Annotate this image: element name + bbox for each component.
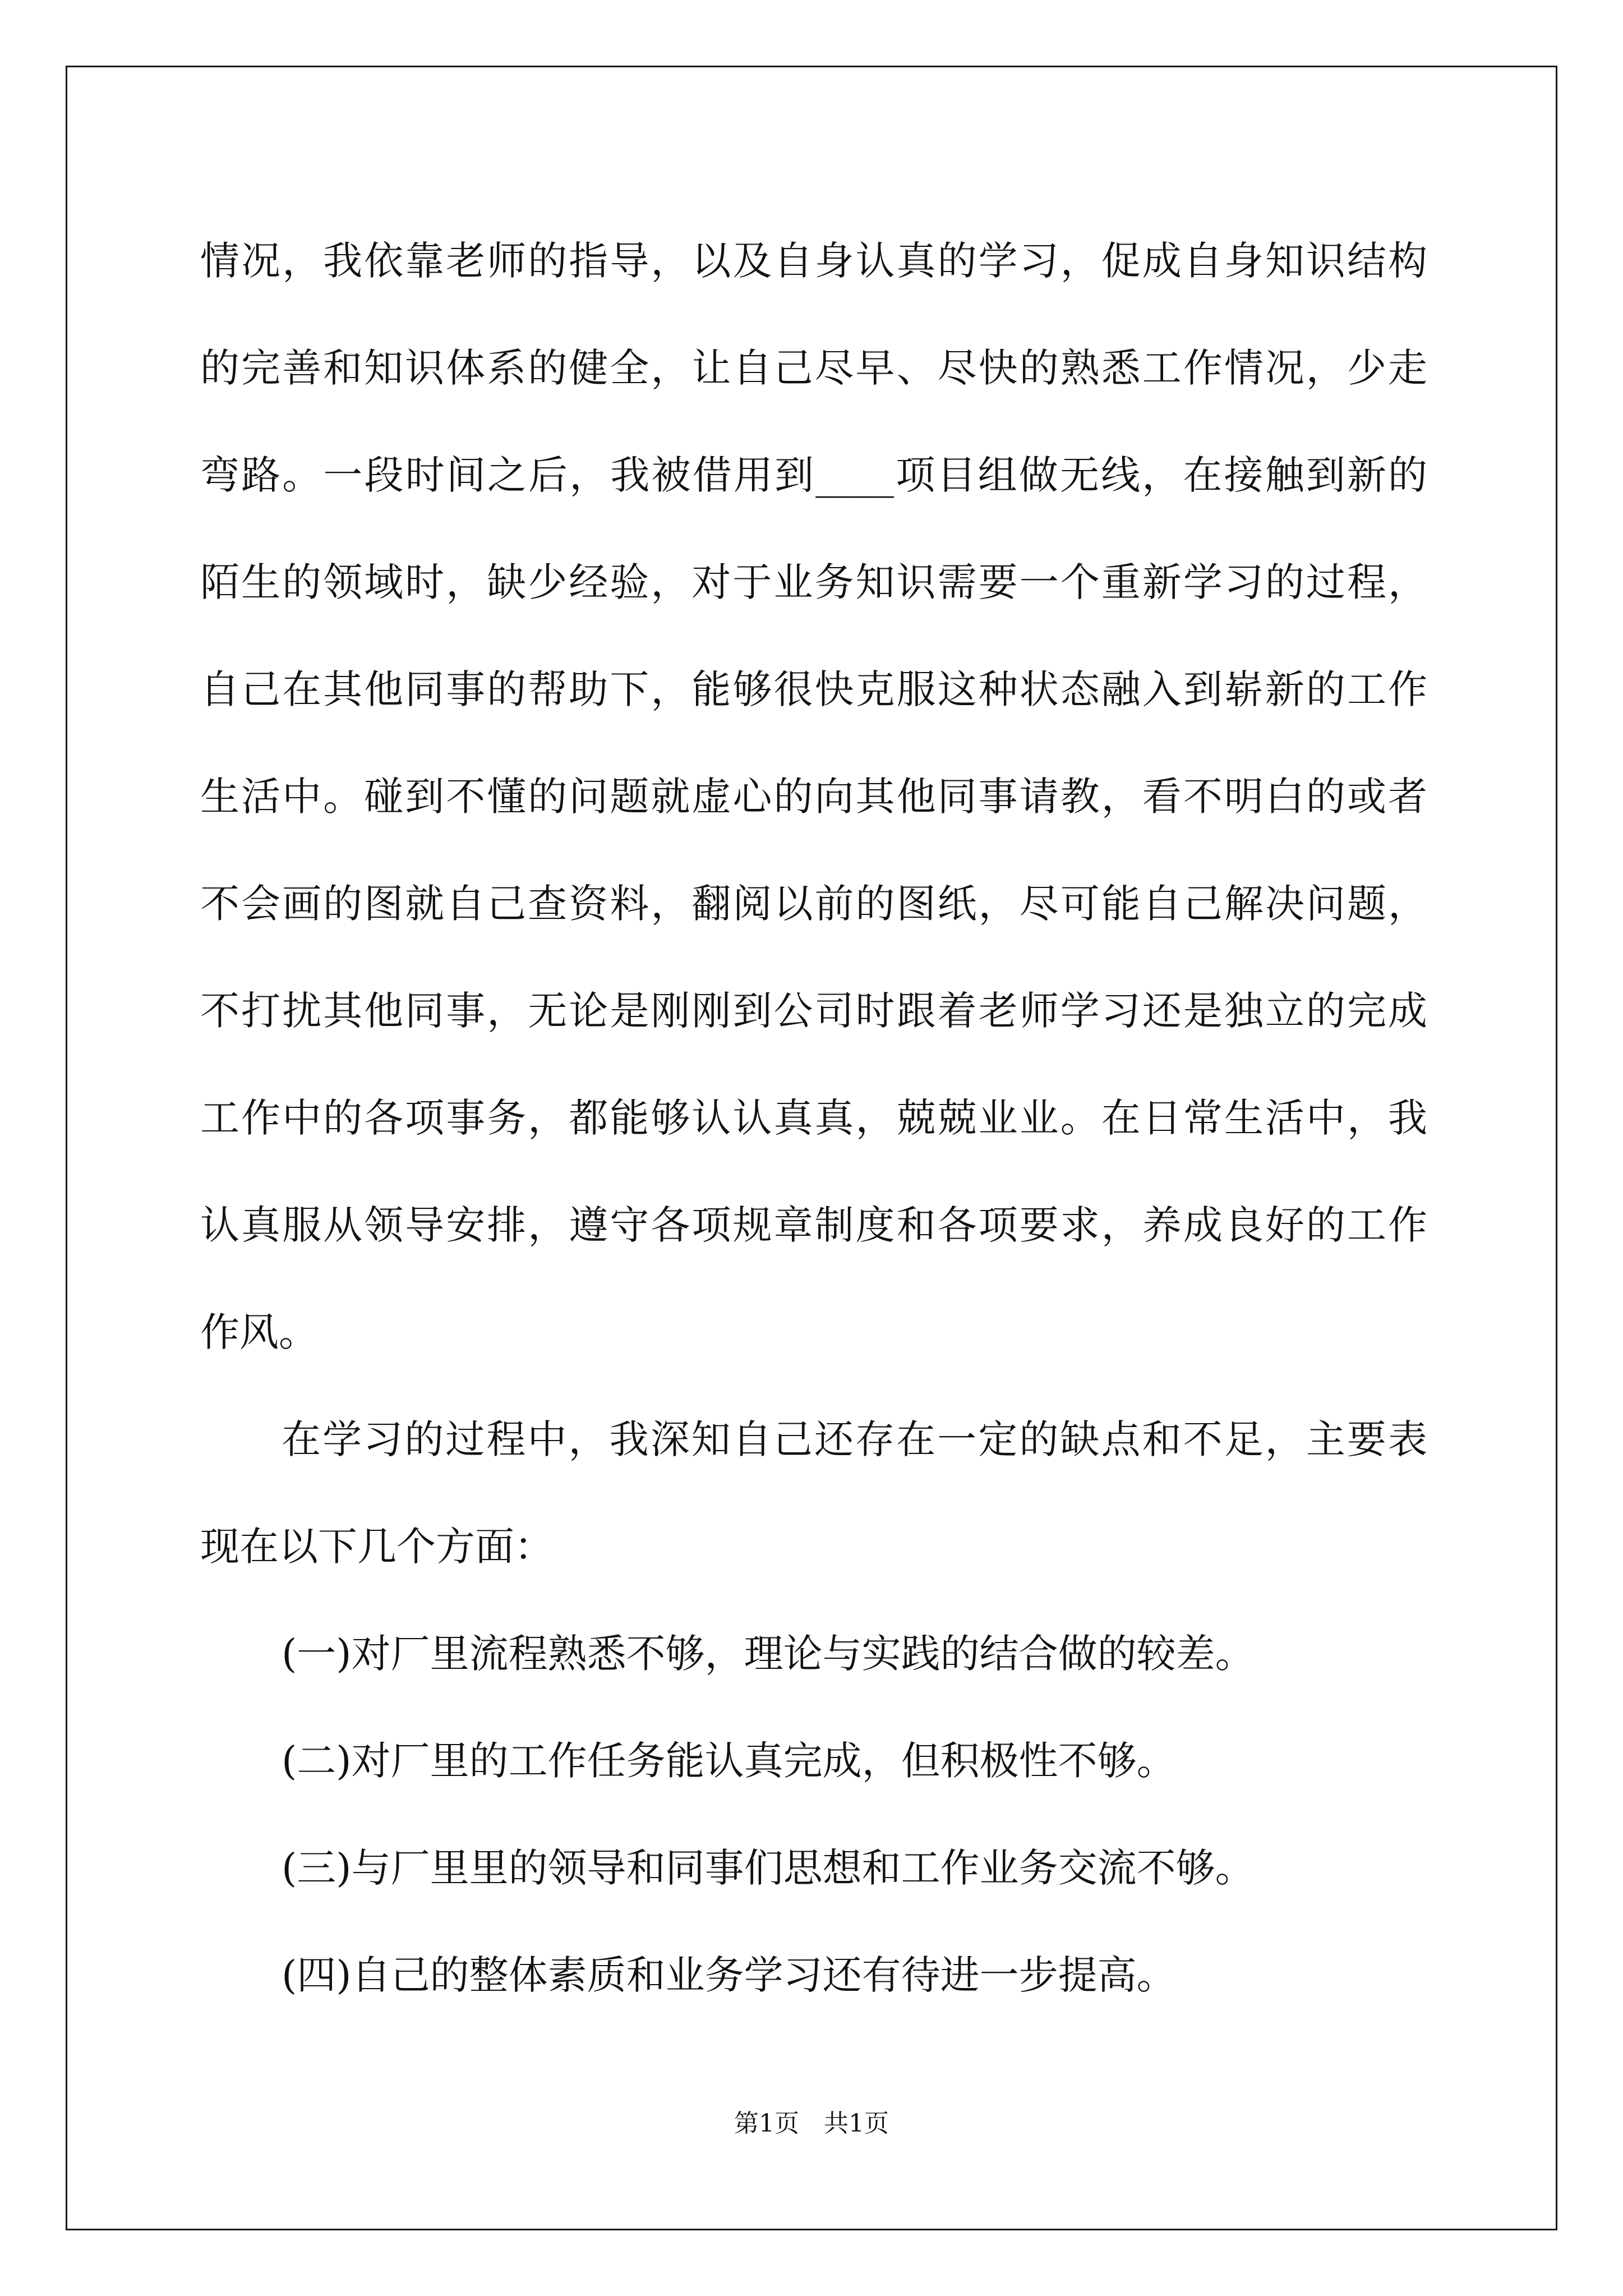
text-line: 工作中的各项事务，都能够认认真真，兢兢业业。在日常生活中，我 [200, 1095, 1427, 1141]
text-line: 现在以下几个方面： [200, 1524, 554, 1570]
page-number: 第1页 [734, 2109, 799, 2138]
list-item: (二)对厂里的工作任务能认真完成，但积极性不够。 [282, 1738, 1176, 1784]
page-footer [0, 2107, 1623, 2141]
list-item: (一)对厂里流程熟悉不够，理论与实践的结合做的较差。 [282, 1631, 1255, 1677]
text-line: 生活中。碰到不懂的问题就虚心的向其他同事请教，看不明白的或者 [200, 774, 1427, 820]
paragraph-2 [200, 1386, 1427, 1600]
text-line: 弯路。一段时间之后，我被借用到____项目组做无线，在接触到新的 [200, 452, 1427, 498]
list-item: (三)与厂里里的领导和同事们思想和工作业务交流不够。 [282, 1845, 1255, 1891]
text-line: 不会画的图就自己查资料，翻阅以前的图纸，尽可能自己解决问题， [200, 881, 1427, 927]
text-line: 认真服从领导安排，遵守各项规章制度和各项要求，养成良好的工作 [200, 1202, 1427, 1248]
shortcomings-list [200, 1600, 1427, 2029]
text-line: 陌生的领域时，缺少经验，对于业务知识需要一个重新学习的过程， [200, 559, 1427, 605]
paragraph-1 [200, 208, 1427, 1386]
text-line: 的完善和知识体系的健全，让自己尽早、尽快的熟悉工作情况，少走 [200, 345, 1427, 391]
text-line: 不打扰其他同事，无论是刚刚到公司时跟着老师学习还是独立的完成 [200, 988, 1427, 1034]
text-line: 情况，我依靠老师的指导，以及自身认真的学习，促成自身知识结构 [200, 238, 1427, 284]
page-total: 共1页 [824, 2109, 889, 2138]
text-line: 在学习的过程中，我深知自己还存在一定的缺点和不足，主要表 [282, 1416, 1427, 1462]
list-item: (四)自己的整体素质和业务学习还有待进一步提高。 [282, 1952, 1176, 1998]
text-line: 自己在其他同事的帮助下，能够很快克服这种状态融入到崭新的工作 [200, 666, 1427, 712]
text-line: 作风。 [200, 1309, 318, 1355]
document-body [200, 208, 1427, 2029]
